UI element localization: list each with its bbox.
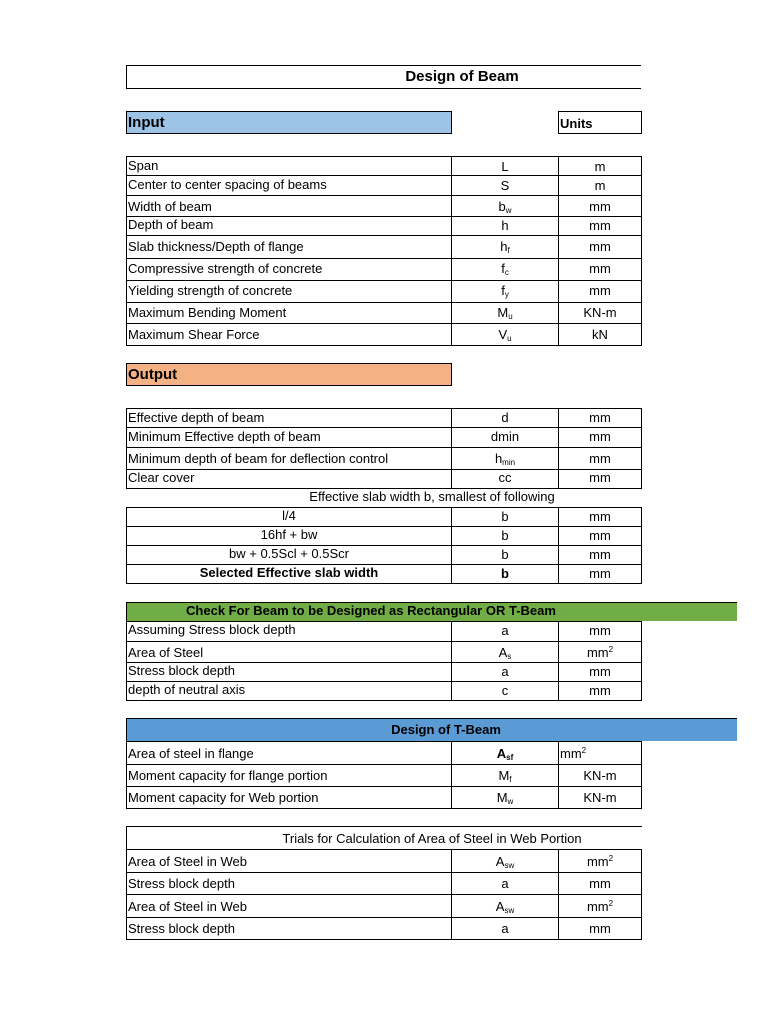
- table-cell-symbol: a: [501, 876, 509, 891]
- table-cell-unit: mm: [589, 410, 611, 425]
- units-heading: Units: [560, 116, 593, 131]
- table-cell-unit: mm: [589, 547, 611, 562]
- table-cell-symbol: $h_f$: [500, 239, 510, 255]
- table-cell-symbol: b: [501, 547, 509, 562]
- table-cell-unit: m: [594, 178, 606, 193]
- table-cell-symbol: $V_u$: [498, 327, 512, 343]
- table-cell-symbol: dmin: [490, 429, 520, 444]
- table-cell-unit: mm: [589, 429, 611, 444]
- table-cell-unit: $mm^2$: [560, 746, 587, 761]
- table-cell-symbol: cc: [498, 470, 512, 485]
- table-cell-symbol: $M_w$: [496, 790, 514, 806]
- table-cell-unit: mm: [589, 261, 611, 276]
- page-title: Design of Beam: [405, 68, 519, 85]
- table-cell-symbol: $f_c$: [501, 261, 509, 277]
- table-cell-label: Yielding strength of concrete: [128, 283, 293, 298]
- table-cell-label: Compressive strength of concrete: [128, 261, 323, 276]
- table-cell-unit: mm: [589, 509, 611, 524]
- table-cell-label: Effective depth of beam: [128, 410, 265, 425]
- table-cell-symbol: $A_{sf}$: [496, 746, 514, 762]
- table-cell-label: bw + 0.5Scl + 0.5Scr: [229, 546, 349, 561]
- table-cell-label: Maximum Shear Force: [128, 327, 260, 342]
- table-cell-label: depth of neutral axis: [128, 682, 246, 697]
- table-cell-symbol: $A_{sw}$: [495, 899, 515, 915]
- table-cell-symbol: $M_u$: [497, 305, 513, 321]
- table-cell-label: Stress block depth: [128, 663, 235, 678]
- table-cell-symbol: a: [501, 664, 509, 679]
- table-cell-label: Stress block depth: [128, 921, 235, 936]
- table-cell-unit: KN-m: [583, 768, 617, 783]
- table-cell-unit: $mm^2$: [586, 899, 614, 914]
- table-cell-unit: m: [594, 159, 606, 174]
- table-cell-unit: $mm^2$: [586, 854, 614, 869]
- table-cell-label: Area of Steel: [128, 645, 204, 660]
- table-cell-label: Area of Steel in Web: [128, 854, 247, 869]
- table-cell-unit: mm: [589, 528, 611, 543]
- table-cell-unit: mm: [589, 664, 611, 679]
- table-cell-label: Stress block depth: [128, 876, 235, 891]
- table-cell-label: Clear cover: [128, 470, 195, 485]
- table-cell-label: Minimum depth of beam for deflection control: [128, 451, 389, 466]
- table-cell-symbol: a: [501, 921, 509, 936]
- table-cell-unit: mm: [589, 451, 611, 466]
- table-cell-unit: mm: [589, 876, 611, 891]
- input-heading: Input: [128, 114, 165, 131]
- table-cell-symbol: c: [501, 683, 509, 698]
- table-cell-unit: mm: [589, 239, 611, 254]
- table-cell-unit: mm: [589, 218, 611, 233]
- table-cell-symbol: h: [501, 218, 509, 233]
- table-cell-unit: KN-m: [583, 790, 617, 805]
- input-heading-bar: [126, 111, 452, 134]
- table-cell-label: Maximum Bending Moment: [128, 305, 287, 320]
- table-cell-label: Moment capacity for flange portion: [128, 768, 328, 783]
- table-cell-label: Moment capacity for Web portion: [128, 790, 319, 805]
- table-cell-label: l/4: [282, 508, 296, 523]
- output-heading: Output: [128, 366, 178, 383]
- table-cell-symbol: L: [501, 159, 509, 174]
- table-cell-unit: mm: [589, 283, 611, 298]
- table-cell-symbol: $A_s$: [498, 645, 512, 661]
- table-cell-unit: mm: [589, 921, 611, 936]
- table-cell-symbol: $h_{min}$: [494, 451, 516, 467]
- table-cell-symbol: b: [501, 528, 509, 543]
- table-cell-label: 16hf + bw: [260, 527, 318, 542]
- table-cell-symbol: S: [500, 178, 510, 193]
- table-cell-symbol: $b_w$: [498, 199, 512, 215]
- trials-heading: Trials for Calculation of Area of Steel in Web Portion: [282, 831, 582, 846]
- table-cell-label: Center to center spacing of beams: [128, 177, 327, 192]
- table-cell-symbol: $f_y$: [501, 283, 509, 299]
- table-cell-unit: mm: [589, 566, 611, 581]
- slab-width-heading: Effective slab width b, smallest of following: [309, 489, 555, 504]
- table-cell-label: Assuming Stress block depth: [128, 622, 296, 637]
- tbeam-heading: Design of T-Beam: [391, 722, 501, 737]
- table-cell-symbol: $A_{sw}$: [495, 854, 515, 870]
- table-cell-symbol: d: [501, 410, 509, 425]
- table-cell-unit: kN: [592, 327, 608, 342]
- table-cell-symbol: a: [501, 623, 509, 638]
- table-cell-unit: KN-m: [583, 305, 617, 320]
- table-cell-label: Area of steel in flange: [128, 746, 254, 761]
- table-cell-label: Depth of beam: [128, 217, 214, 232]
- table-cell-symbol: $M_f$: [498, 768, 512, 784]
- table-cell-label: Selected Effective slab width: [199, 565, 379, 580]
- table-cell-label: Area of Steel in Web: [128, 899, 247, 914]
- table-cell-label: Slab thickness/Depth of flange: [128, 239, 304, 254]
- table-cell-label: Span: [128, 158, 159, 173]
- table-cell-label: Minimum Effective depth of beam: [128, 429, 321, 444]
- table-cell-unit: mm: [589, 470, 611, 485]
- table-cell-unit: mm: [589, 199, 611, 214]
- table-cell-label: Width of beam: [128, 199, 212, 214]
- table-cell-symbol: b: [501, 509, 509, 524]
- table-cell-unit: mm: [589, 623, 611, 638]
- table-cell-unit: mm: [589, 683, 611, 698]
- table-cell-unit: $mm^2$: [586, 645, 614, 660]
- check-heading: Check For Beam to be Designed as Rectangular OR T-Beam: [186, 603, 556, 618]
- table-cell-symbol: b: [501, 566, 509, 581]
